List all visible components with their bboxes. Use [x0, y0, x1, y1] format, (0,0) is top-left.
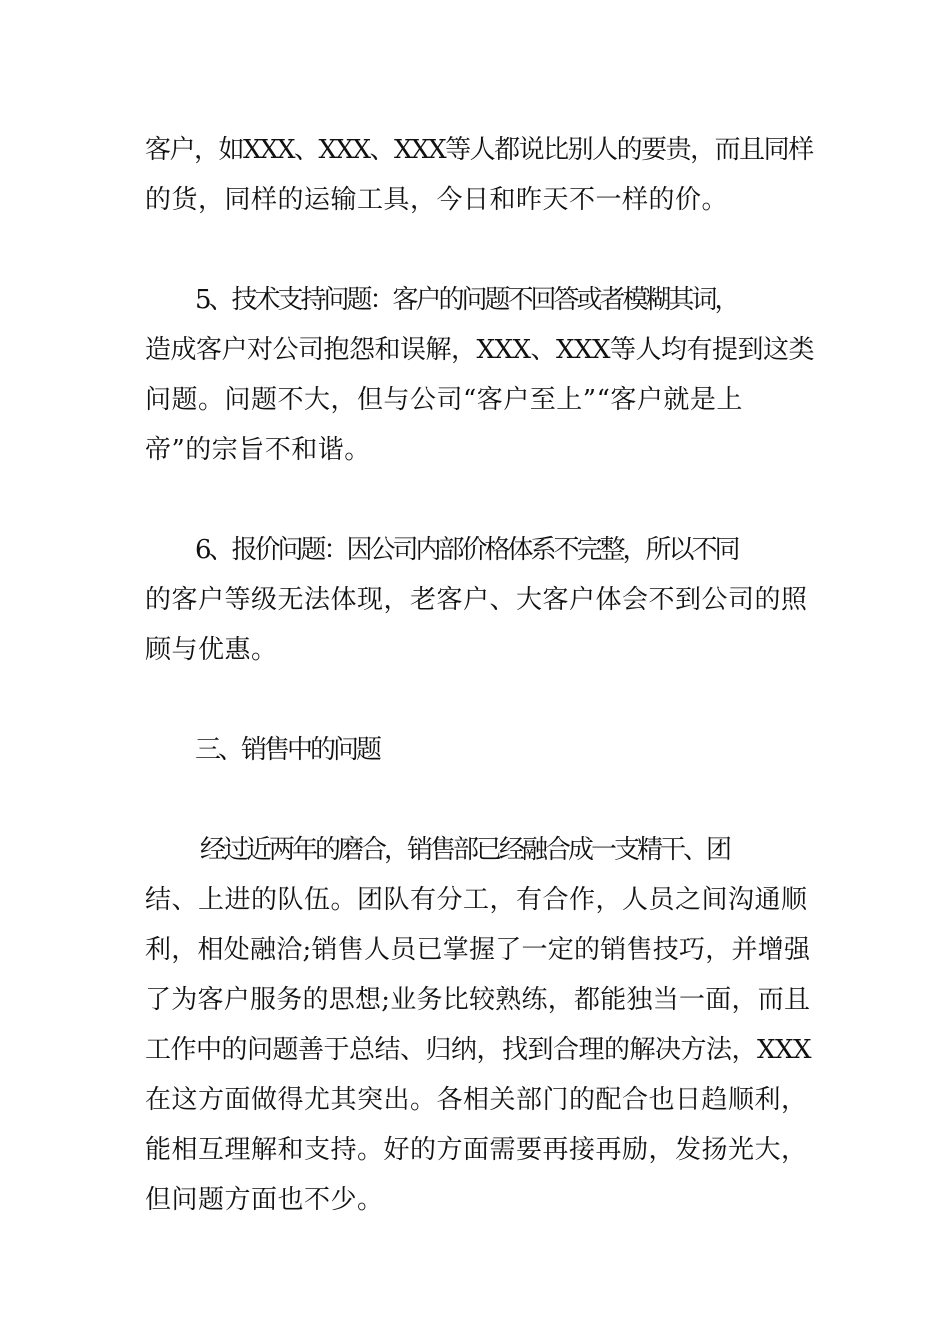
section-paragraph-line: 利，相处融洽;销售人员已掌握了一定的销售技巧，并增强	[145, 935, 811, 965]
paragraph-line: 的货，同样的运输工具，今日和昨天不一样的价。	[145, 185, 729, 215]
paragraph-line: 客户，如XXX、XXX、XXX等人都说比别人的要贵，而且同样	[145, 135, 813, 165]
section-paragraph-line: 能相互理解和支持。好的方面需要再接再励，发扬光大，	[145, 1135, 808, 1165]
section-paragraph-line: 但问题方面也不少。	[145, 1185, 384, 1215]
section-paragraph-line: 了为客户服务的思想;业务比较熟练，都能独当一面，而且	[145, 985, 811, 1015]
item-6-line: 的客户等级无法体现，老客户、大客户体会不到公司的照	[145, 585, 808, 615]
section-paragraph-line: 经过近两年的磨合，销售部已经融合成一支精干、团	[200, 835, 730, 865]
section-paragraph-line: 在这方面做得尤其突出。各相关部门的配合也日趋顺利，	[145, 1085, 808, 1115]
item-5-line: 造成客户对公司抱怨和误解，XXX、XXX等人均有提到这类	[145, 335, 815, 365]
section-paragraph-line: 结、上进的队伍。团队有分工，有合作，人员之间沟通顺	[145, 885, 808, 915]
item-6-line: 顾与优惠。	[145, 635, 278, 665]
item-5-line: 帝”的宗旨不和谐。	[145, 435, 371, 465]
section-paragraph-line: 工作中的问题善于总结、归纳，找到合理的解决方法，XXX	[145, 1035, 812, 1065]
item-5-line: 问题。问题不大，但与公司“客户至上”“客户就是上	[145, 385, 743, 415]
section-heading: 三、销售中的问题	[195, 735, 380, 765]
item-5-line: 5、技术支持问题：客户的问题不回答或者模糊其词，	[195, 285, 738, 315]
item-6-line: 6、报价问题：因公司内部价格体系不完整，所以不同	[195, 535, 738, 565]
